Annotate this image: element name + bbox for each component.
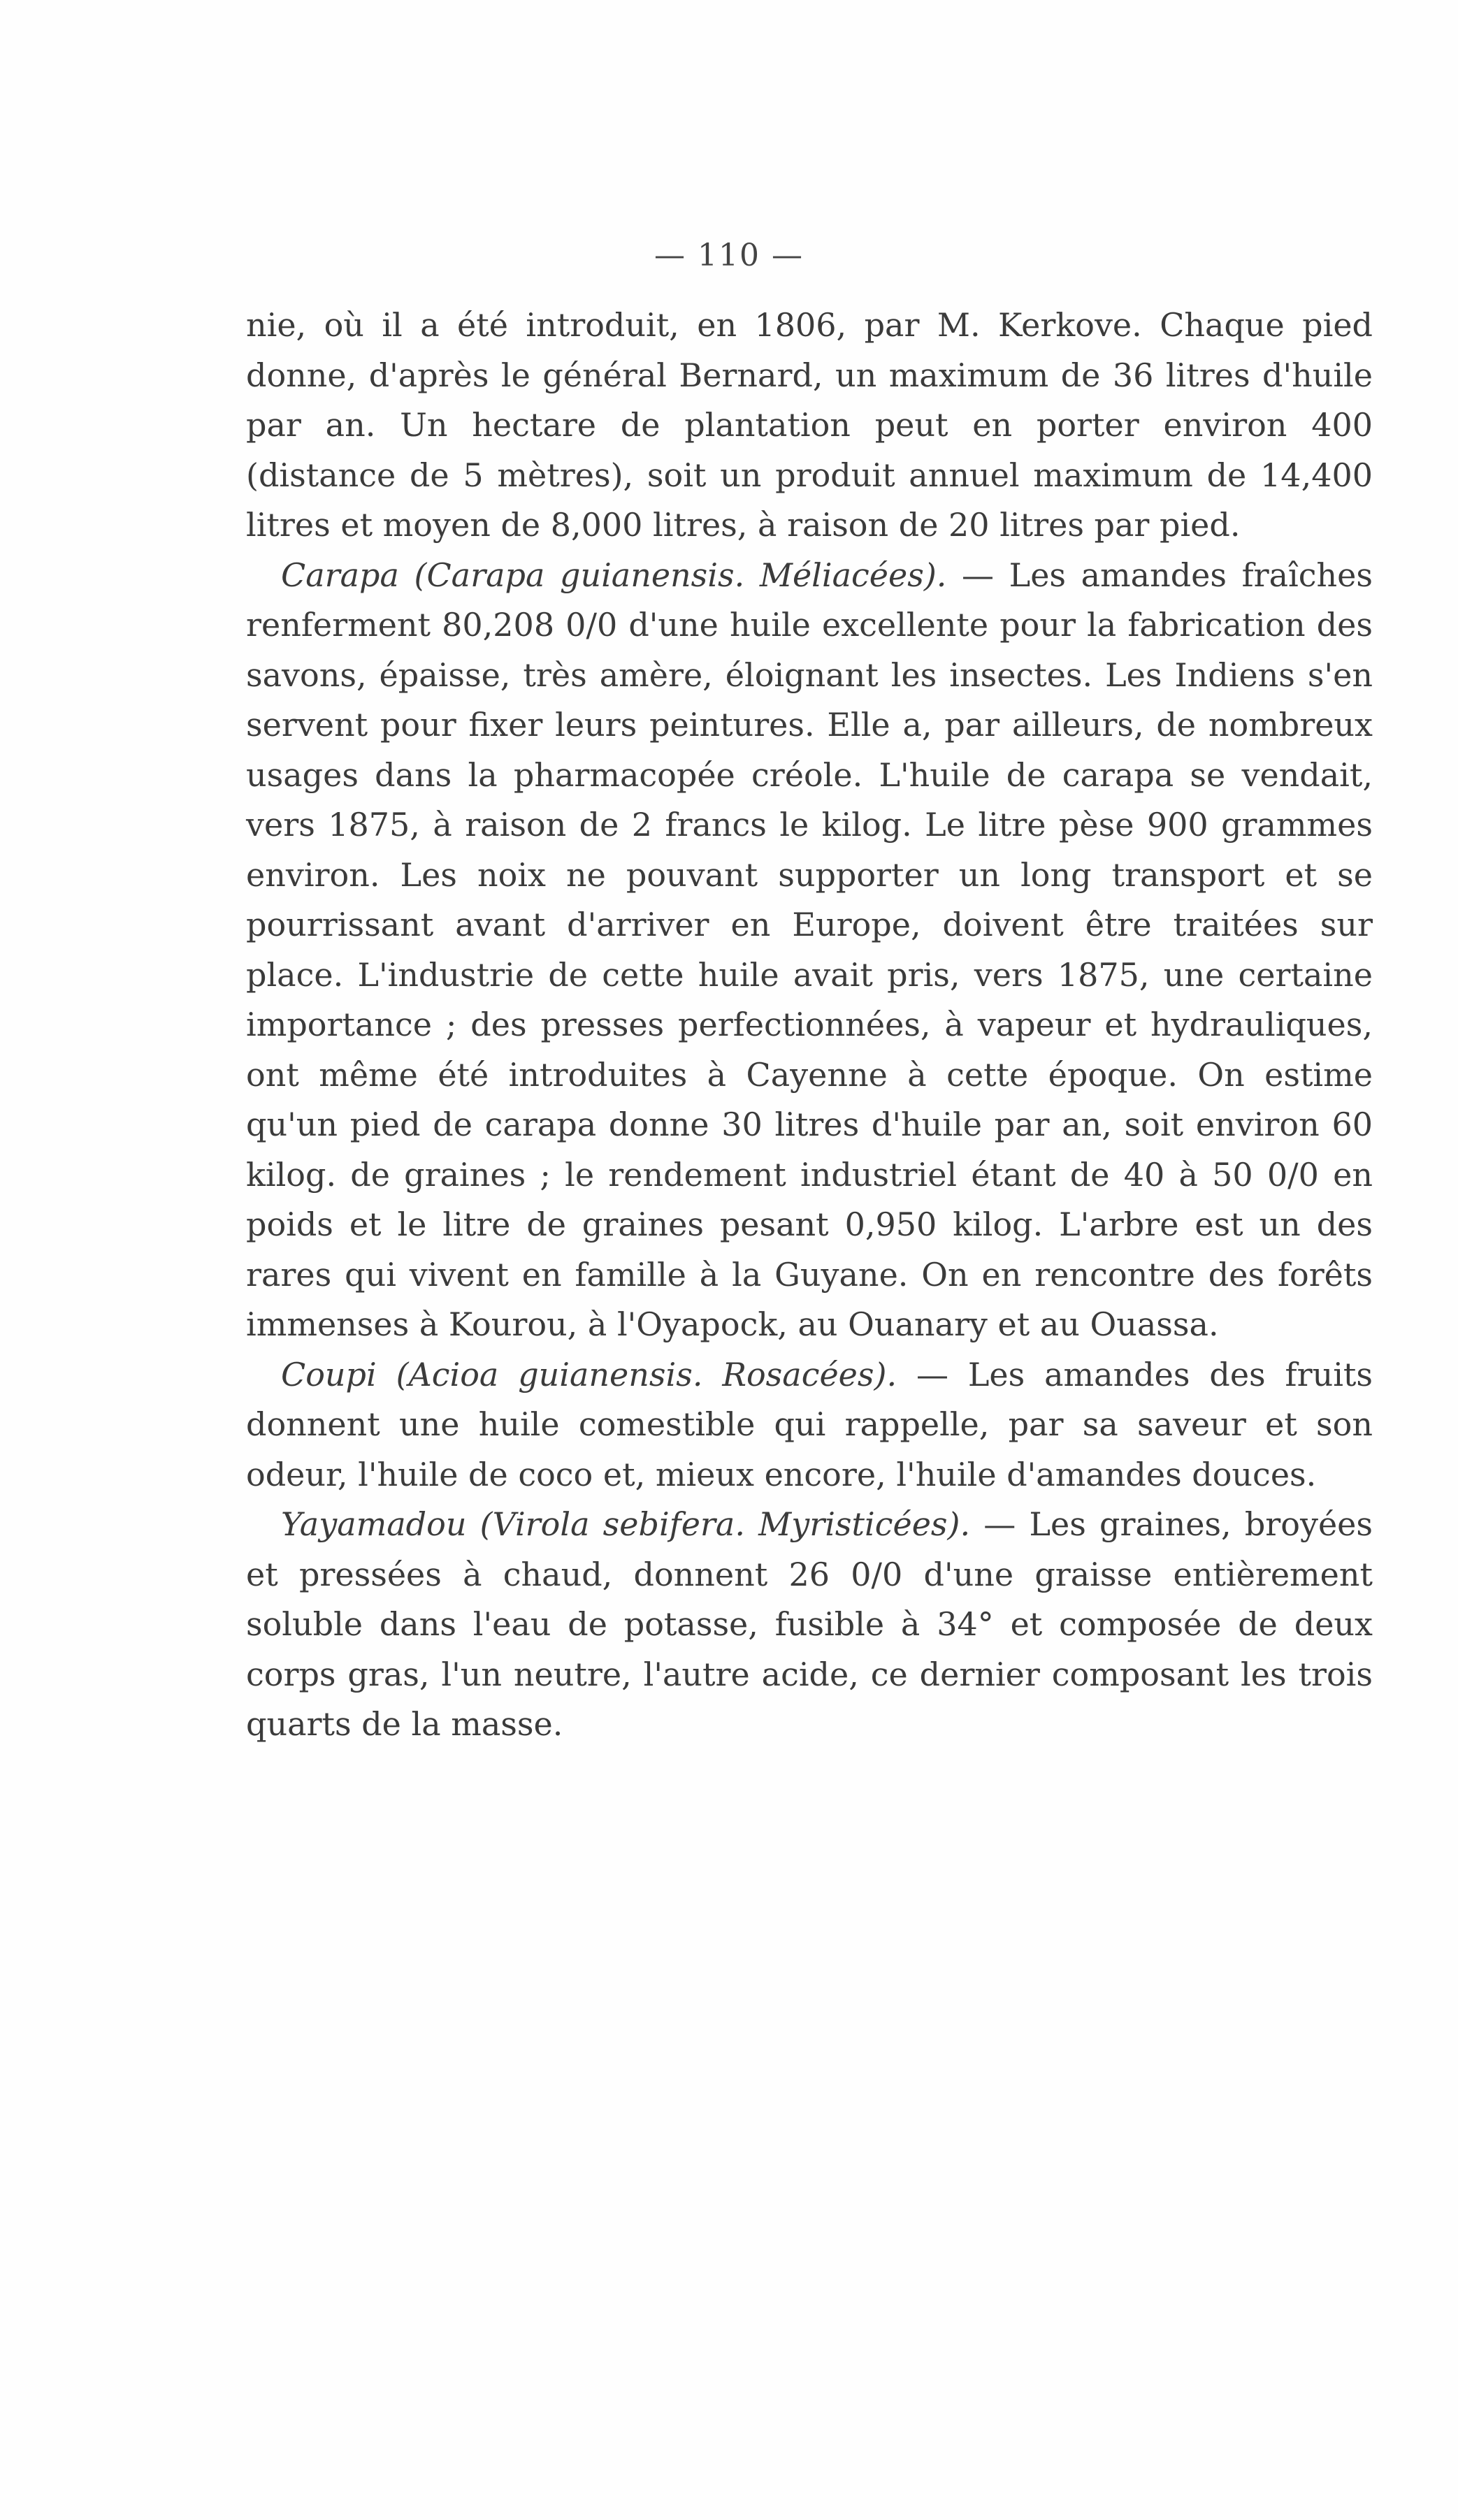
paragraph-coupi [246,1350,1373,1500]
paragraph-yayamadou [246,1500,1373,1750]
page-number: — 110 — [654,238,804,273]
species-heading-carapa: Carapa (Carapa guianensis. Méliacées). [281,556,947,594]
paragraph-text: — Les amandes des fruits donnent une huile comestible qui rappelle, par sa saveur et son odeur, l'huile de coco et, mieux encore, l'huile d'amandes douces. [246,1355,1373,1493]
paragraph-continuation [246,300,1373,551]
paragraph-text: — Les graines, broyées et pressées à chaud, donnent 26 0/0 d'une graisse entièrement soluble dans l'eau de potasse, fusible à 34° et composée de deux corps gras, l'un neutre, l'autre acide, ce dernier composant les trois quarts de la masse. [246,1505,1373,1743]
species-heading-coupi: Coupi (Acioa guianensis. Rosacées). [281,1355,897,1393]
paragraph-text: — Les amandes fraîches renferment 80,208 0/0 d'une huile excellente pour la fabrication des savons, épaisse, très amère, éloignant les insectes. Les Indiens s'en servent pour fixer leurs peintures. Elle a, par ailleurs, de nombreux usages dans la pharmacopée créole. L'huile de carapa se vendait, vers 1875, à raison de 2 francs le kilog. Le litre pèse 900 grammes environ. Les noix ne pouvant supporter un long transport et se pourrissant avant d'arriver en Europe, doivent être traitées sur place. L'industrie de cette huile avait pris, vers 1875, une certaine importance ; des presses perfectionnées, à vapeur et hydrauliques, ont même été introduites à Cayenne à cette époque. On estime qu'un pied de carapa donne 30 litres d'huile par an, soit environ 60 kilog. de graines ; le rendement industriel étant de 40 à 50 0/0 en poids et le litre de graines pesant 0,950 kilog. L'arbre est un des rares qui vivent en famille à la Guyane. On en rencontre des forêts immenses à Kourou, à l'Oyapock, au Ouanary et au Ouassa. [246,556,1373,1343]
paragraph-text: nie, où il a été introduit, en 1806, par M. Kerkove. Chaque pied donne, d'après le général Bernard, un maximum de 36 litres d'huile par an. Un hectare de plantation peut en porter environ 400 (distance de 5 mètres), soit un produit annuel maximum de 14,400 litres et moyen de 8,000 litres, à raison de 20 litres par pied. [246,306,1373,544]
species-heading-yayamadou: Yayamadou (Virola sebifera. Myristicées). [281,1505,971,1543]
body-text [246,300,1373,1750]
paragraph-carapa [246,551,1373,1350]
